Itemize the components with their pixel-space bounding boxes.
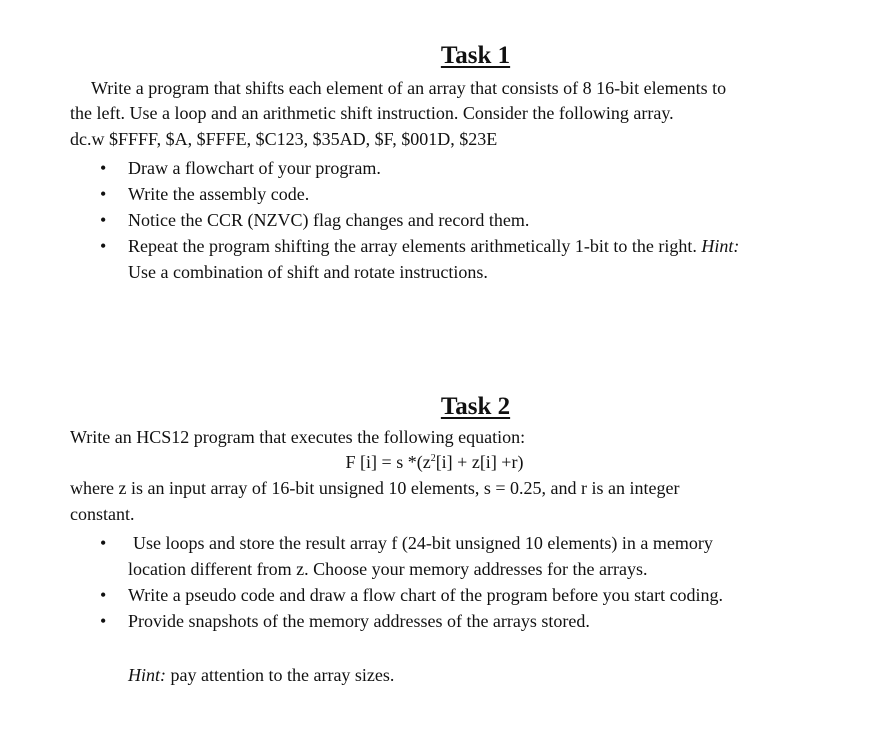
equation-end: [i] + z[i] +r) [435, 452, 524, 472]
equation-exponent: 2 [430, 453, 436, 464]
list-item [100, 207, 739, 233]
bullet-icon: • [100, 533, 107, 553]
list-item [100, 233, 740, 285]
task1-bullet-3: Notice the CCR (NZVC) flag changes and record them. [128, 210, 530, 230]
task2-title: Task 2 [440, 393, 511, 420]
task2-bullet-3: Provide snapshots of the memory addresses of the arrays stored. [128, 611, 590, 631]
task1-array-line: dc.w $FFFF, $A, $FFFE, $C123, $35AD, $F, $001D, $23E [70, 129, 498, 149]
task2-bullet-list [100, 530, 724, 634]
list-item [100, 155, 739, 181]
task2-bullet-2: Write a pseudo code and draw a flow chart of the program before you start coding. [128, 585, 724, 605]
task2-hint [128, 663, 394, 688]
bullet-icon: • [100, 236, 107, 256]
task2-hint-label: Hint: [128, 665, 166, 685]
task1-bullet-1: Draw a flowchart of your program. [128, 158, 381, 178]
task1-bullet-2: Write the assembly code. [128, 184, 310, 204]
task1-bullet-list [100, 155, 740, 285]
list-item [100, 608, 723, 634]
bullet-icon: • [100, 585, 107, 605]
task1-title: Task 1 [440, 42, 511, 69]
task2-bullet-1-line2: location different from z. Choose your memory addresses for the arrays. [128, 559, 648, 579]
list-item [100, 181, 739, 207]
task2-bullet-1-line1: Use loops and store the result array f (24-bit unsigned 10 elements) in a memory [133, 533, 713, 553]
task2-intro-line1: Write an HCS12 program that executes the following equation: [70, 427, 526, 447]
task1-bullet-4-line1: Repeat the program shifting the array elements arithmetically 1-bit to the right. [128, 236, 697, 256]
task2-equation [0, 450, 879, 475]
task1-bullet-4-hint-label: Hint: [701, 236, 740, 256]
task1-bullet-4-line2: Use a combination of shift and rotate instructions. [128, 262, 488, 282]
bullet-icon: • [100, 158, 107, 178]
bullet-icon: • [100, 210, 107, 230]
list-item [100, 530, 723, 582]
task2-where-line2: constant. [70, 504, 135, 524]
task1-intro-line1: Write a program that shifts each element of an array that consists of 8 16-bit elements to [91, 78, 727, 98]
task2-hint-text: pay attention to the array sizes. [166, 665, 395, 685]
task2-where-line1: where z is an input array of 16-bit unsigned 10 elements, s = 0.25, and r is an integer [70, 478, 680, 498]
bullet-icon: • [100, 184, 107, 204]
equation-start: F [i] = s *(z [345, 452, 431, 472]
list-item [100, 582, 724, 608]
bullet-icon: • [100, 611, 107, 631]
task1-intro-line2: the left. Use a loop and an arithmetic shift instruction. Consider the following array. [70, 103, 674, 123]
